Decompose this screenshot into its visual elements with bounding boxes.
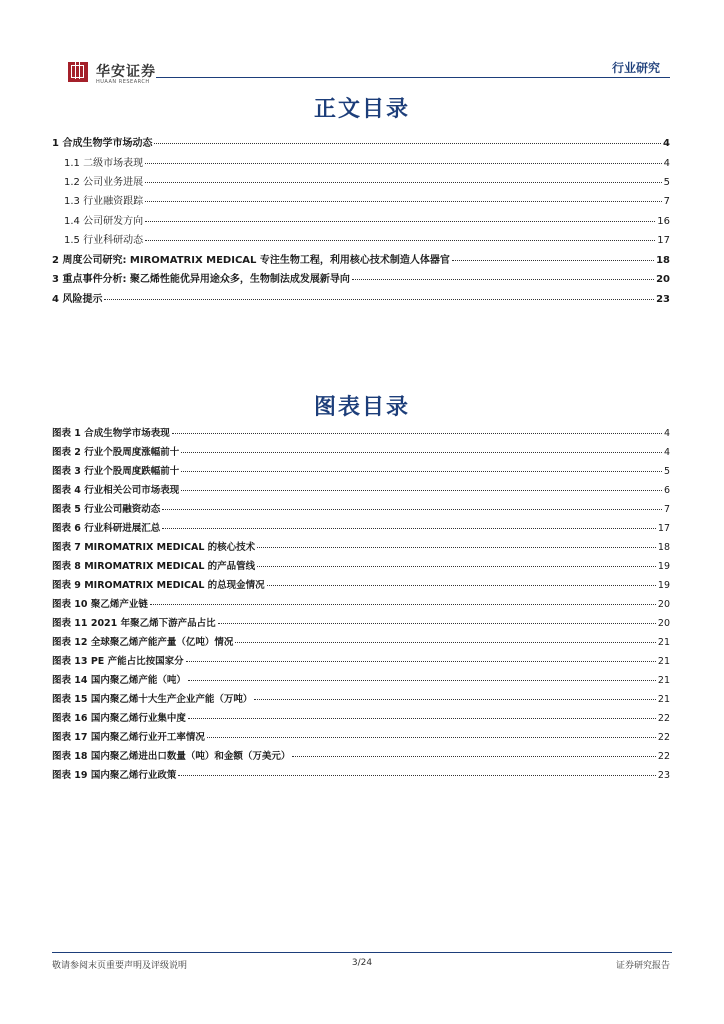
dot-leader <box>172 433 662 434</box>
figure-entry[interactable] <box>52 748 670 767</box>
dot-leader <box>235 642 656 643</box>
entry-page-number: 19 <box>657 580 670 591</box>
entry-label: 图表 7 MIROMATRIX MEDICAL 的核心技术 <box>52 542 256 553</box>
entry-page-number: 5 <box>663 177 670 189</box>
toc-entry[interactable] <box>52 251 670 271</box>
dot-leader <box>452 260 654 261</box>
dot-leader <box>162 528 656 529</box>
figure-entry[interactable] <box>52 501 670 520</box>
entry-page-number: 16 <box>657 215 670 227</box>
entry-page-number: 4 <box>663 428 670 439</box>
dot-leader <box>254 699 656 700</box>
entry-label: 图表 11 2021 年聚乙烯下游产品占比 <box>52 618 216 629</box>
entry-page-number: 23 <box>657 770 670 781</box>
entry-label: 图表 12 全球聚乙烯产能产量（亿吨）情况 <box>52 637 234 648</box>
entry-page-number: 18 <box>657 542 670 553</box>
entry-label: 3 重点事件分析: 聚乙烯性能优异用途众多，生物制法成发展新导向 <box>52 274 350 286</box>
figure-entry[interactable] <box>52 691 670 710</box>
toc-entry[interactable] <box>52 290 670 310</box>
figure-entry[interactable] <box>52 577 670 596</box>
logo-subtitle: HUAAN RESEARCH <box>96 79 150 85</box>
dot-leader <box>154 143 661 144</box>
header-section-label: 行业研究 <box>611 61 660 75</box>
entry-label: 图表 4 行业相关公司市场表现 <box>52 485 180 496</box>
dot-leader <box>181 490 662 491</box>
toc-entry[interactable] <box>52 212 670 231</box>
entry-page-number: 20 <box>656 274 670 286</box>
entry-page-number: 21 <box>657 637 670 648</box>
header-rule <box>156 77 670 78</box>
entry-label: 图表 6 行业科研进展汇总 <box>52 523 161 534</box>
entry-label: 1.2 公司业务进展 <box>64 177 144 189</box>
dot-leader <box>267 585 656 586</box>
entry-page-number: 22 <box>657 751 670 762</box>
entry-label: 图表 16 国内聚乙烯行业集中度 <box>52 713 186 724</box>
dot-leader <box>145 240 655 241</box>
figure-entry[interactable] <box>52 729 670 748</box>
entry-page-number: 7 <box>663 504 670 515</box>
entry-label: 1.1 二级市场表现 <box>64 157 144 169</box>
page-header <box>68 58 670 86</box>
toc-entry[interactable] <box>52 154 670 173</box>
entry-page-number: 22 <box>657 732 670 743</box>
dot-leader <box>145 201 662 202</box>
toc-title: 正文目录 <box>313 96 410 122</box>
entry-page-number: 21 <box>657 656 670 667</box>
dot-leader <box>162 509 662 510</box>
dot-leader <box>188 718 656 719</box>
dot-leader <box>257 566 656 567</box>
toc-entry[interactable] <box>52 231 670 250</box>
entry-label: 1 合成生物学市场动态 <box>52 138 153 149</box>
figure-list-title: 图表目录 <box>313 394 410 420</box>
figure-entry[interactable] <box>52 710 670 729</box>
figure-entry[interactable] <box>52 672 670 691</box>
entry-label: 图表 8 MIROMATRIX MEDICAL 的产品管线 <box>52 561 256 572</box>
figure-entry[interactable] <box>52 482 670 501</box>
entry-label: 图表 17 国内聚乙烯行业开工率情况 <box>52 732 205 743</box>
entry-page-number: 4 <box>663 157 670 169</box>
entry-page-number: 4 <box>663 138 670 149</box>
table-of-contents <box>52 134 670 310</box>
entry-label: 图表 2 行业个股周度涨幅前十 <box>52 447 180 458</box>
entry-page-number: 19 <box>657 561 670 572</box>
entry-page-number: 6 <box>663 485 670 496</box>
dot-leader <box>207 737 656 738</box>
entry-label: 图表 1 合成生物学市场表现 <box>52 428 170 439</box>
footer-report-type: 证券研究报告 <box>615 961 670 971</box>
entry-page-number: 5 <box>663 466 670 477</box>
entry-label: 1.5 行业科研动态 <box>64 235 144 247</box>
entry-label: 图表 14 国内聚乙烯产能（吨） <box>52 675 186 686</box>
dot-leader <box>186 661 656 662</box>
entry-label: 图表 18 国内聚乙烯进出口数量（吨）和金额（万美元） <box>52 751 291 762</box>
dot-leader <box>257 547 656 548</box>
dot-leader <box>178 775 656 776</box>
entry-page-number: 20 <box>657 599 670 610</box>
entry-page-number: 23 <box>656 294 670 306</box>
entry-label: 图表 10 聚乙烯产业链 <box>52 599 148 610</box>
toc-entry[interactable] <box>52 192 670 211</box>
figure-list <box>52 425 670 786</box>
figure-entry[interactable] <box>52 653 670 672</box>
dot-leader <box>292 756 656 757</box>
entry-page-number: 4 <box>663 447 670 458</box>
logo-name: 华安证券 <box>96 64 156 80</box>
entry-label: 图表 5 行业公司融资动态 <box>52 504 161 515</box>
dot-leader <box>145 182 662 183</box>
dot-leader <box>145 163 662 164</box>
dot-leader <box>150 604 656 605</box>
entry-label: 1.4 公司研发方向 <box>64 215 144 227</box>
entry-label: 图表 19 国内聚乙烯行业政策 <box>52 770 177 781</box>
figure-entry[interactable] <box>52 520 670 539</box>
figure-entry[interactable] <box>52 463 670 482</box>
entry-label: 1.3 行业融资跟踪 <box>64 196 144 208</box>
toc-entry[interactable] <box>52 134 670 154</box>
entry-page-number: 20 <box>657 618 670 629</box>
toc-entry[interactable] <box>52 270 670 290</box>
entry-label: 图表 9 MIROMATRIX MEDICAL 的总现金情况 <box>52 580 265 591</box>
figure-entry[interactable] <box>52 558 670 577</box>
figure-entry[interactable] <box>52 444 670 463</box>
entry-page-number: 21 <box>657 694 670 705</box>
page-number: 3/24 <box>351 958 373 968</box>
entry-label: 图表 3 行业个股周度跌幅前十 <box>52 466 180 477</box>
entry-label: 图表 13 PE 产能占比按国家分 <box>52 656 184 667</box>
entry-page-number: 22 <box>657 713 670 724</box>
entry-page-number: 17 <box>657 523 670 534</box>
figure-entry[interactable] <box>52 596 670 615</box>
entry-page-number: 17 <box>657 235 670 247</box>
figure-entry[interactable] <box>52 634 670 653</box>
figure-entry[interactable] <box>52 615 670 634</box>
logo-icon <box>68 62 88 82</box>
figure-entry[interactable] <box>52 425 670 444</box>
dot-leader <box>218 623 656 624</box>
entry-label: 图表 15 国内聚乙烯十大生产企业产能（万吨） <box>52 694 253 705</box>
dot-leader <box>181 452 662 453</box>
entry-page-number: 7 <box>663 196 670 208</box>
figure-entry[interactable] <box>52 767 670 786</box>
entry-label: 4 风险提示 <box>52 294 103 306</box>
toc-entry[interactable] <box>52 173 670 192</box>
dot-leader <box>352 279 654 280</box>
dot-leader <box>181 471 662 472</box>
figure-entry[interactable] <box>52 539 670 558</box>
dot-leader <box>145 221 655 222</box>
dot-leader <box>188 680 656 681</box>
entry-label: 2 周度公司研究: MIROMATRIX MEDICAL 专注生物工程，利用核心技术制造人体器官 <box>52 254 450 266</box>
footer-rule <box>52 952 672 953</box>
dot-leader <box>104 299 654 300</box>
entry-page-number: 21 <box>657 675 670 686</box>
footer-disclaimer: 敬请参阅末页重要声明及评级说明 <box>52 961 188 971</box>
entry-page-number: 18 <box>656 254 670 266</box>
